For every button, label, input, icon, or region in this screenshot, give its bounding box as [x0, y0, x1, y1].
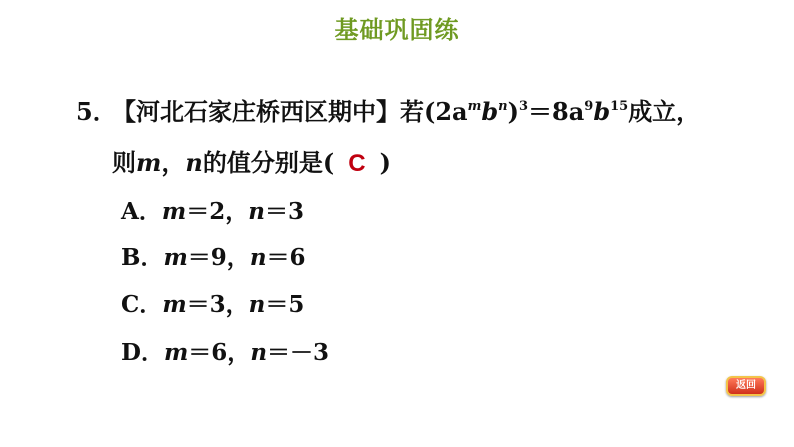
- option-n-label: n: [248, 291, 266, 318]
- option-n-value: ＝6: [266, 244, 306, 271]
- expr-b: b: [481, 97, 499, 126]
- option-letter: C．: [121, 291, 163, 318]
- question-number: 5．: [76, 97, 117, 126]
- expr-equals: ＝8a: [528, 97, 585, 126]
- exp-n: n: [498, 99, 508, 114]
- line2-suffix: 的值分别是(: [202, 148, 335, 177]
- option-m-value: ＝9，: [187, 244, 250, 271]
- option-n-label: n: [248, 198, 265, 225]
- close-paren: ): [379, 148, 391, 177]
- option-m-label: m: [163, 244, 188, 271]
- option-letter: A．: [121, 198, 162, 225]
- option-c[interactable]: [121, 290, 304, 320]
- question-line-2: [112, 148, 391, 179]
- option-letter: B．: [121, 244, 164, 271]
- exp-9: 9: [584, 99, 594, 114]
- expr-base: (2a: [424, 97, 468, 126]
- question-line-1: [76, 97, 700, 127]
- line2-prefix: 则: [112, 148, 136, 177]
- option-n-label: n: [250, 339, 268, 366]
- exp-15: 15: [610, 99, 629, 114]
- option-d[interactable]: [121, 338, 329, 368]
- option-n-value: ＝5: [265, 291, 305, 318]
- comma: ，: [161, 148, 186, 177]
- option-b[interactable]: [121, 243, 306, 273]
- expr-close: ): [507, 97, 519, 126]
- exp-3: 3: [518, 99, 529, 114]
- option-m-label: m: [163, 339, 189, 366]
- var-m: m: [136, 148, 162, 177]
- question-source: 【河北石家庄桥西区期中】: [112, 97, 400, 126]
- option-m-label: m: [161, 198, 187, 225]
- option-n-value: ＝3: [264, 198, 304, 225]
- option-m-label: m: [162, 291, 187, 318]
- question-text-prefix: 若: [400, 97, 424, 126]
- exp-m: m: [467, 99, 482, 114]
- question-text-suffix: 成立，: [628, 97, 701, 126]
- option-a[interactable]: [121, 197, 304, 227]
- answer-mark: C: [348, 150, 366, 177]
- back-button[interactable]: 返回: [726, 376, 766, 396]
- option-m-value: ＝6，: [188, 339, 251, 366]
- option-n-label: n: [249, 244, 267, 271]
- expr-b2: b: [593, 97, 611, 126]
- section-title: 基础巩固练: [334, 16, 460, 44]
- option-m-value: ＝2，: [186, 198, 249, 225]
- option-m-value: ＝3，: [186, 291, 249, 318]
- option-letter: D．: [121, 339, 164, 366]
- option-n-value: ＝－3: [267, 339, 330, 366]
- var-n: n: [185, 148, 203, 177]
